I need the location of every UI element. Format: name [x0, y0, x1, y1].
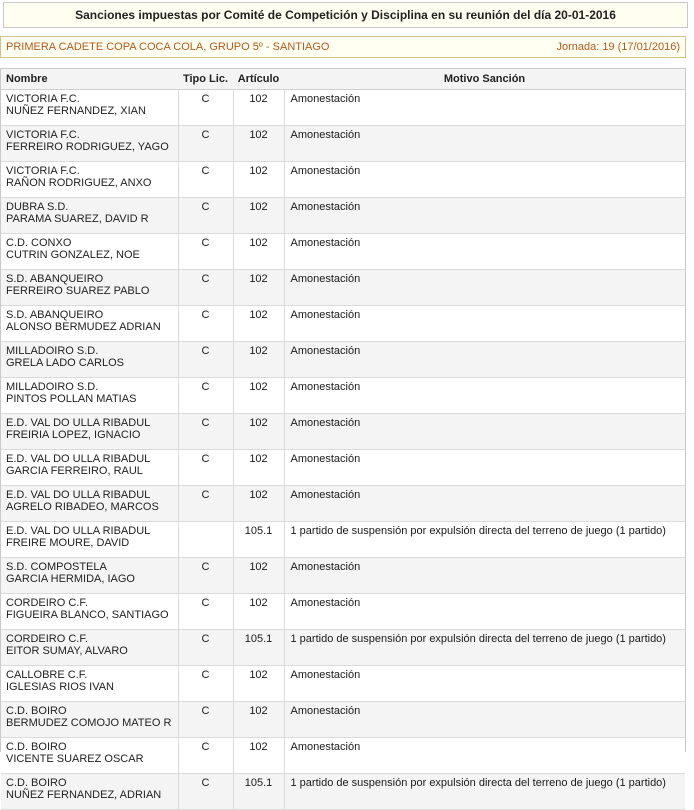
player-name: VICENTE SUAREZ OSCAR: [6, 753, 144, 765]
cell-nombre: [1, 342, 178, 378]
cell-articulo: 102: [233, 126, 284, 162]
cell-motivo: Amonestación: [284, 738, 685, 774]
jornada-label: Jornada: 19 (17/01/2016): [556, 41, 680, 53]
cell-nombre: [1, 558, 178, 594]
table-row: [1, 126, 685, 162]
cell-articulo: 102: [233, 234, 284, 270]
cell-tipo-licencia: C: [178, 126, 233, 162]
player-name: FERREIRO SUAREZ PABLO: [6, 285, 150, 297]
cell-nombre: [1, 774, 178, 810]
cell-nombre: [1, 522, 178, 558]
column-header-nombre: Nombre: [1, 69, 178, 90]
cell-nombre: [1, 234, 178, 270]
cell-articulo: 105.1: [233, 630, 284, 666]
cell-tipo-licencia: [178, 522, 233, 558]
player-name: NUÑEZ FERNANDEZ, ADRIAN: [6, 789, 162, 801]
cell-nombre: [1, 702, 178, 738]
cell-tipo-licencia: C: [178, 774, 233, 810]
table-header-row: [1, 69, 685, 90]
player-name: IGLESIAS RIOS IVAN: [6, 681, 114, 693]
cell-motivo: Amonestación: [284, 342, 685, 378]
cell-nombre: [1, 486, 178, 522]
club-name: S.D. COMPOSTELA: [6, 561, 107, 573]
cell-motivo: Amonestación: [284, 126, 685, 162]
column-header-motivo: Motivo Sanción: [284, 69, 685, 90]
cell-tipo-licencia: C: [178, 558, 233, 594]
club-name: C.D. BOIRO: [6, 705, 67, 717]
table-row: [1, 234, 685, 270]
club-name: VICTORIA F.C.: [6, 165, 80, 177]
club-name: S.D. ABANQUEIRO: [6, 309, 104, 321]
cell-motivo: Amonestación: [284, 594, 685, 630]
cell-nombre: [1, 162, 178, 198]
cell-tipo-licencia: C: [178, 630, 233, 666]
cell-tipo-licencia: C: [178, 414, 233, 450]
club-name: E.D. VAL DO ULLA RIBADUL: [6, 453, 151, 465]
table-row: [1, 270, 685, 306]
table-row: [1, 594, 685, 630]
table-row: [1, 522, 685, 558]
table-row: [1, 162, 685, 198]
cell-nombre: [1, 306, 178, 342]
club-name: CORDEIRO C.F.: [6, 597, 88, 609]
cell-articulo: 105.1: [233, 522, 284, 558]
cell-nombre: [1, 738, 178, 774]
cell-motivo: 1 partido de suspensión por expulsión directa del terreno de juego (1 partido): [284, 630, 685, 666]
player-name: PINTOS POLLAN MATIAS: [6, 393, 137, 405]
club-name: C.D. BOIRO: [6, 777, 67, 789]
club-name: MILLADOIRO S.D.: [6, 345, 99, 357]
cell-motivo: Amonestación: [284, 666, 685, 702]
cell-motivo: Amonestación: [284, 378, 685, 414]
cell-motivo: Amonestación: [284, 270, 685, 306]
cell-tipo-licencia: C: [178, 738, 233, 774]
table-row: [1, 414, 685, 450]
club-name: C.D. BOIRO: [6, 741, 67, 753]
cell-articulo: 102: [233, 270, 284, 306]
cell-nombre: [1, 126, 178, 162]
player-name: EITOR SUMAY, ALVARO: [6, 645, 128, 657]
table-body: [1, 90, 685, 810]
cell-articulo: 102: [233, 342, 284, 378]
player-name: GARCIA HERMIDA, IAGO: [6, 573, 135, 585]
group-header: [0, 36, 686, 58]
cell-articulo: 105.1: [233, 774, 284, 810]
cell-nombre: [1, 450, 178, 486]
player-name: GRELA LADO CARLOS: [6, 357, 124, 369]
column-header-articulo: Artículo: [233, 69, 284, 90]
table-row: [1, 450, 685, 486]
club-name: CORDEIRO C.F.: [6, 633, 88, 645]
club-name: CALLOBRE C.F.: [6, 669, 88, 681]
cell-articulo: 102: [233, 558, 284, 594]
cell-nombre: [1, 414, 178, 450]
page-title-box: [3, 2, 688, 28]
club-name: E.D. VAL DO ULLA RIBADUL: [6, 417, 151, 429]
cell-motivo: Amonestación: [284, 558, 685, 594]
player-name: AGRELO RIBADEO, MARCOS: [6, 501, 159, 513]
cell-motivo: Amonestación: [284, 162, 685, 198]
cell-articulo: 102: [233, 414, 284, 450]
club-name: DUBRA S.D.: [6, 201, 69, 213]
club-name: E.D. VAL DO ULLA RIBADUL: [6, 489, 151, 501]
player-name: PARAMA SUAREZ, DAVID R: [6, 213, 149, 225]
cell-articulo: 102: [233, 198, 284, 234]
player-name: BERMUDEZ COMOJO MATEO R: [6, 717, 172, 729]
cell-tipo-licencia: C: [178, 486, 233, 522]
cell-tipo-licencia: C: [178, 666, 233, 702]
club-name: C.D. CONXO: [6, 237, 72, 249]
cell-nombre: [1, 594, 178, 630]
player-name: RAÑON RODRIGUEZ, ANXO: [6, 177, 152, 189]
table-row: [1, 702, 685, 738]
page-title: Sanciones impuestas por Comité de Competición y Disciplina en su reunión del día 20-01-2016: [75, 8, 616, 22]
player-name: FREIRIA LOPEZ, IGNACIO: [6, 429, 141, 441]
table-row: [1, 306, 685, 342]
cell-nombre: [1, 378, 178, 414]
cell-nombre: [1, 666, 178, 702]
cell-articulo: 102: [233, 90, 284, 126]
cell-articulo: 102: [233, 738, 284, 774]
column-header-tipo: Tipo Lic.: [178, 69, 233, 90]
player-name: FIGUEIRA BLANCO, SANTIAGO: [6, 609, 169, 621]
player-name: NUÑEZ FERNANDEZ, XIAN: [6, 105, 146, 117]
cell-nombre: [1, 198, 178, 234]
cell-tipo-licencia: C: [178, 270, 233, 306]
cell-articulo: 102: [233, 666, 284, 702]
club-name: E.D. VAL DO ULLA RIBADUL: [6, 525, 151, 537]
table-row: [1, 198, 685, 234]
cell-motivo: Amonestación: [284, 702, 685, 738]
cell-tipo-licencia: C: [178, 594, 233, 630]
table-row: [1, 90, 685, 126]
cell-motivo: 1 partido de suspensión por expulsión directa del terreno de juego (1 partido): [284, 522, 685, 558]
cell-tipo-licencia: C: [178, 378, 233, 414]
cell-nombre: [1, 90, 178, 126]
cell-articulo: 102: [233, 486, 284, 522]
player-name: FREIRE MOURE, DAVID: [6, 537, 130, 549]
table-row: [1, 342, 685, 378]
table-row: [1, 738, 685, 774]
cell-tipo-licencia: C: [178, 162, 233, 198]
club-name: VICTORIA F.C.: [6, 129, 80, 141]
cell-articulo: 102: [233, 450, 284, 486]
cell-articulo: 102: [233, 306, 284, 342]
table-row: [1, 774, 685, 810]
player-name: CUTRIN GONZALEZ, NOE: [6, 249, 140, 261]
cell-motivo: Amonestación: [284, 486, 685, 522]
cell-motivo: Amonestación: [284, 90, 685, 126]
cell-tipo-licencia: C: [178, 234, 233, 270]
cell-nombre: [1, 270, 178, 306]
club-name: S.D. ABANQUEIRO: [6, 273, 104, 285]
cell-articulo: 102: [233, 162, 284, 198]
group-name: PRIMERA CADETE COPA COCA COLA, GRUPO 5º - SANTIAGO: [6, 41, 330, 53]
cell-tipo-licencia: C: [178, 306, 233, 342]
club-name: VICTORIA F.C.: [6, 93, 80, 105]
cell-articulo: 102: [233, 702, 284, 738]
cell-motivo: 1 partido de suspensión por expulsión directa del terreno de juego (1 partido): [284, 774, 685, 810]
cell-tipo-licencia: C: [178, 90, 233, 126]
table-row: [1, 666, 685, 702]
sanctions-table-wrapper: [0, 68, 686, 801]
cell-articulo: 102: [233, 594, 284, 630]
table-row: [1, 630, 685, 666]
cell-motivo: Amonestación: [284, 306, 685, 342]
table-row: [1, 558, 685, 594]
club-name: MILLADOIRO S.D.: [6, 381, 99, 393]
sanctions-table: [1, 69, 685, 810]
cell-motivo: Amonestación: [284, 234, 685, 270]
table-row: [1, 486, 685, 522]
cell-articulo: 102: [233, 378, 284, 414]
table-row: [1, 378, 685, 414]
player-name: FERREIRO RODRIGUEZ, YAGO: [6, 141, 169, 153]
cell-nombre: [1, 630, 178, 666]
cell-tipo-licencia: C: [178, 702, 233, 738]
cell-tipo-licencia: C: [178, 342, 233, 378]
player-name: ALONSO BERMUDEZ ADRIAN: [6, 321, 161, 333]
cell-motivo: Amonestación: [284, 414, 685, 450]
cell-tipo-licencia: C: [178, 198, 233, 234]
cell-motivo: Amonestación: [284, 450, 685, 486]
player-name: GARCIA FERREIRO, RAUL: [6, 465, 143, 477]
cell-motivo: Amonestación: [284, 198, 685, 234]
cell-tipo-licencia: C: [178, 450, 233, 486]
